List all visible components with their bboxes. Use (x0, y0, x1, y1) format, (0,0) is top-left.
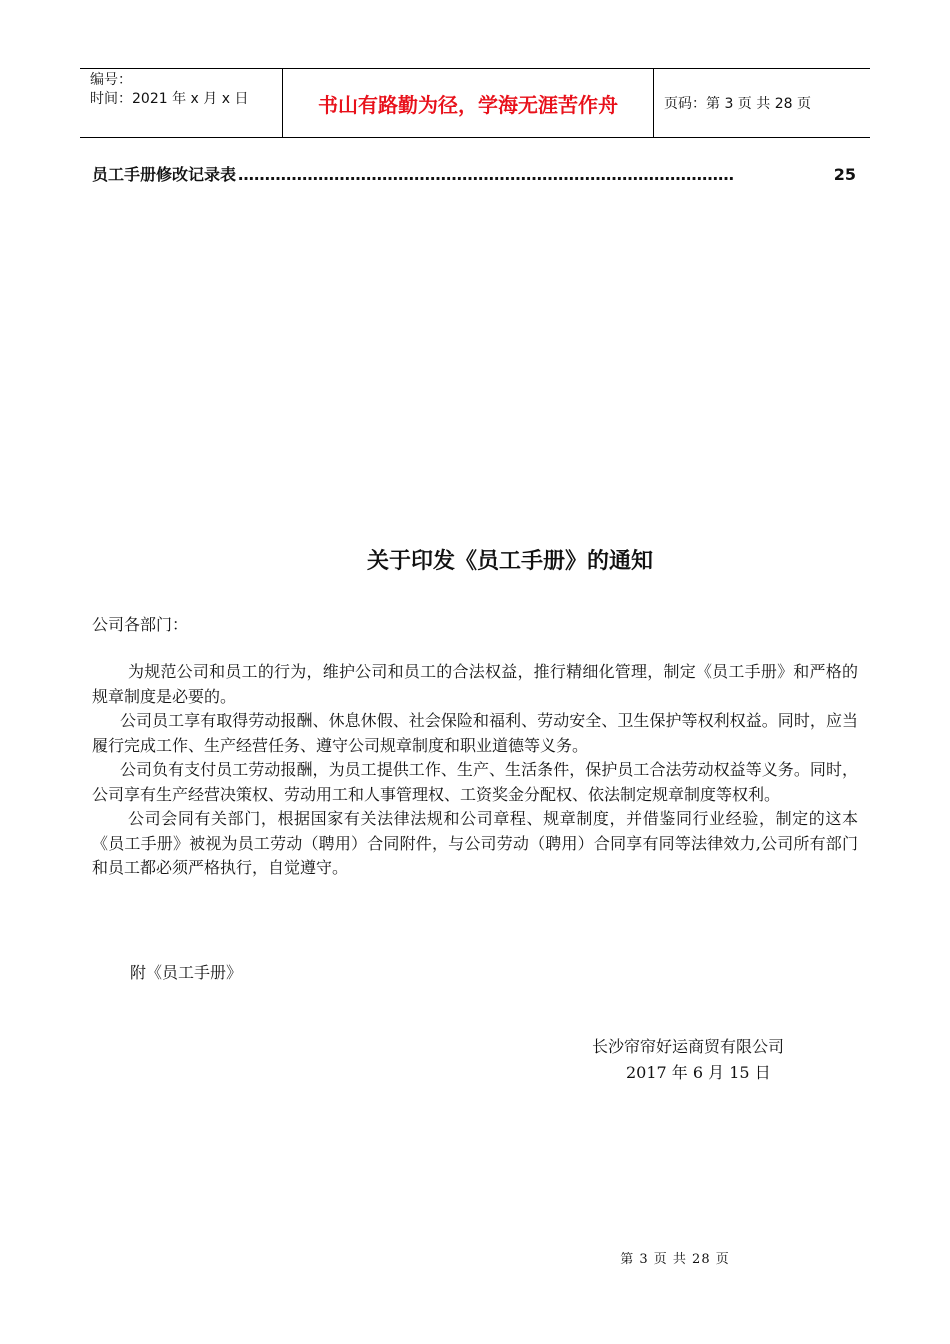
signature-company: 长沙帘帘好运商贸有限公司 (592, 1037, 785, 1056)
notice-paragraph: 公司会同有关部门，根据国家有关法律法规和公司章程、规章制度，并借鉴同行业经验，制定的这本《员工手册》被视为员工劳动（聘用）合同附件，与公司劳动（聘用）合同享有同等法律效力,公司所有部门和员工都必须严格执行，自觉遵守。 (92, 809, 858, 877)
header-motto: 书山有路勤为径，学海无涯苦作舟 (282, 69, 654, 137)
notice-body (92, 660, 858, 881)
notice-salutation: 公司各部门： (92, 615, 189, 634)
toc-entry[interactable] (92, 162, 856, 185)
notice-paragraph: 为规范公司和员工的行为，维护公司和员工的合法权益，推行精细化管理，制定《员工手册》和严格的规章制度是必要的。 (92, 662, 858, 706)
toc-entry-title: 员工手册修改记录表 (92, 165, 237, 184)
page-header (80, 68, 870, 138)
toc-leader: ………………………………………………………………………………… (238, 165, 735, 184)
notice-paragraph: 公司员工享有取得劳动报酬、休息休假、社会保险和福利、劳动安全、卫生保护等权利权益。同时，应当履行完成工作、生产经营任务、遵守公司规章制度和职业道德等义务。 (92, 711, 858, 755)
header-meta (80, 69, 282, 137)
header-code: 编号： (90, 72, 132, 88)
notice-title: 关于印发《员工手册》的通知 (366, 549, 653, 574)
header-time: 时间：2021 年 x 月 x 日 (90, 91, 249, 107)
signature-date: 2017 年 6 月 15 日 (626, 1063, 771, 1082)
notice-paragraph: 公司负有支付员工劳动报酬，为员工提供工作、生产、生活条件，保护员工合法劳动权益等义务。同时，公司享有生产经营决策权、劳动用工和人事管理权、工资奖金分配权、依法制定规章制度等权利。 (92, 760, 858, 804)
notice-attachment: 附《员工手册》 (130, 963, 243, 982)
header-page-info: 页码：第 3 页 共 28 页 (664, 96, 811, 112)
toc-page-number: 25 (833, 165, 856, 184)
page-footer: 第 3 页 共 28 页 (620, 1252, 730, 1267)
